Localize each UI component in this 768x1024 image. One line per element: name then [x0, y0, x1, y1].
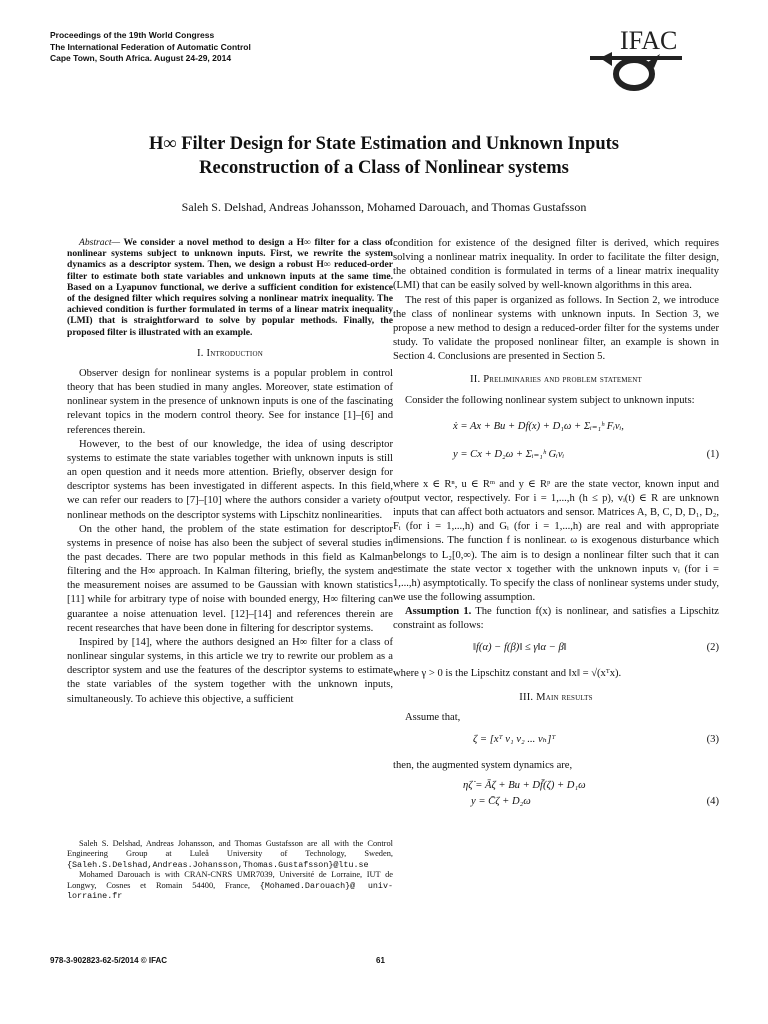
proceedings-line-2: The International Federation of Automatic Control — [50, 41, 251, 52]
intro-paragraph: However, to the best of our knowledge, the idea of using descriptor systems to estimate the state variables together with unknown inputs is still an open question and it needs more attention. Briefly, observer design for descriptor systems has been investigated in different aspects. In this field, we can refer our readers to [7]–[10] where the authors consider a variety of nonlinear methods on the descriptor systems with Lipschitz nonlinearities. — [67, 438, 393, 521]
isbn-copyright: 978-3-902823-62-5/2014 © IFAC — [50, 956, 168, 965]
footnote-email-2: {Mohamed.Darouach}@ univ-lorraine.fr — [67, 880, 393, 902]
page-number: 61 — [376, 956, 385, 965]
footnote-affiliation-1: Saleh S. Delshad, Andreas Johansson, and Thomas Gustafsson are all with the Control Engineering Group at Luleå University of Technology, Sweden, — [67, 839, 393, 859]
equation-1a — [393, 420, 719, 442]
body-paragraph: where γ > 0 is the Lipschitz constant and ‖x‖ = √(xᵀx). — [393, 668, 622, 680]
equation-1-number: (1) — [706, 448, 719, 460]
proceedings-line-1: Proceedings of the 19th World Congress — [50, 30, 215, 40]
proceedings-line-3: Cape Town, South Africa. August 24-29, 2014 — [50, 53, 232, 63]
author-list: Saleh S. Delshad, Andreas Johansson, Mohamed Darouach, and Thomas Gustafsson — [181, 200, 587, 214]
section-3-title: Main results — [536, 691, 593, 703]
equation-1b-text: y = Cx + D₂ω + Σᵢ₌₁ʰ Gᵢvᵢ — [453, 448, 565, 460]
assumption-text: The function f(x) is nonlinear, and satisfies a Lipschitz constraint as follows: — [393, 606, 719, 632]
body-paragraph: Assume that, — [405, 711, 461, 723]
equation-4b-text: y = C̄ζ + D₂ω — [471, 796, 531, 808]
section-2-title: Preliminaries and problem statement — [483, 374, 642, 386]
equation-2-number: (2) — [706, 642, 719, 654]
title-line-1: H∞ Filter Design for State Estimation and Unknown Inputs — [149, 134, 619, 154]
equation-3 — [393, 733, 719, 753]
left-column — [67, 237, 393, 707]
abstract-lead: Abstract— — [79, 237, 121, 248]
abstract — [67, 237, 393, 338]
body-paragraph: Consider the following nonlinear system subject to unknown inputs: — [405, 394, 695, 406]
paper-title — [60, 132, 708, 180]
equation-2-text: ‖f(α) − f(β)‖ ≤ γ‖α − β‖ — [473, 642, 567, 654]
intro-paragraph: On the other hand, the problem of the state estimation for descriptor systems in presence of noise has also been the subject of several studies in the past decades. There are two popular methods in this field as Kalman filtering and the H∞ approach. In Kalman filtering, briefly, the system and the measurement noises are assumed to be Gaussian with known statistics [11] while for arbitrary type of noise with bounded energy, H∞ filtering can guarantee a noise attenuation level. [12]–[14] and references therein are recent researches that have been done in filtering for descriptor systems. — [67, 523, 393, 634]
body-paragraph: condition for existence of the designed filter is derived, which requires solving a nonlinear matrix inequality. In order to facilitate the filter design, the obtained condition is formulated in terms of a linear matrix inequality (LMI) that can be easily solved by well-known algorithms in this area. — [393, 238, 719, 292]
ifac-logo-text: IFAC — [620, 26, 678, 55]
equation-1a-text: ẋ = Ax + Bu + Df(x) + D₁ω + Σᵢ₌₁ʰ Fᵢvᵢ, — [453, 420, 624, 432]
equation-3-number: (3) — [706, 733, 719, 745]
assumption-paragraph — [393, 605, 719, 633]
equation-4a — [393, 779, 719, 795]
intro-paragraph: Observer design for nonlinear systems is a popular problem in control theory that has been studied in many angles. Moreover, state estimation of nonlinear system in the presence of unknown inputs is one of the fascinating relevant topics in the modern control theory. See for instance [1]–[6] and references therein. — [67, 367, 393, 436]
right-column — [393, 237, 719, 817]
section-1-number: I. — [197, 347, 204, 359]
body-paragraph: where x ∈ Rⁿ, u ∈ Rᵐ and y ∈ Rᵖ are the state vector, known input and output vector, respectively. For i = 1,...,h (h ≤ p), vᵢ(t) ∈ R are unknown inputs that can affect both actuators and sensor. Matrices A, B, C, D, D₁, D₂, Fᵢ (for i = 1,...,h) and Gᵢ (for i = 1,...,h) are real and with appropriate dimensions. The function f is nonlinear. ω is exogenous disturbance which belongs to L₂[0,∞). The aim is to design a nonlinear filter such that it can estimate the state vector x together with the unknown inputs vᵢ (for i = 1,...,h) asymptotically. To specify the class of nonlinear systems under study, we use the following assumption. — [393, 478, 719, 603]
section-2-number: II. — [470, 374, 481, 386]
equation-3-text: ζ = [xᵀ v₁ v₂ ... vₕ]ᵀ — [473, 733, 556, 745]
intro-paragraph: Inspired by [14], where the authors designed an H∞ filter for a class of nonlinear singular systems, in this article we try to rewrite our problem as a descriptor system and use the features of the descriptor systems to estimate the state variables of the system together with the unknown inputs, simultaneously. To achieve this objective, a sufficient — [67, 636, 393, 705]
author-affiliation-footnote — [67, 839, 393, 901]
footnote-affiliation-2: Mohamed Darouach is with CRAN-CNRS UMR7039, Université de Lorraine, IUT de Longwy, Cosnes et Romain 54400, France, — [67, 870, 393, 890]
section-3-number: III. — [519, 691, 534, 703]
proceedings-header — [50, 30, 251, 65]
abstract-text: We consider a novel method to design a H∞ filter for a class of nonlinear systems subject to unknown inputs. First, we rewrite the system dynamics as a descriptor system. Then, we design a robust H∞ reduced-order filter to estimate both state variables and unknown inputs at the same time. Based on a Lyapunov functional, we derive a sufficient condition for existence of the designed filter which requires solving a nonlinear matrix inequality. The achieved condition is further formulated in terms of a linear matrix inequality (LMI) that is straightforward to solve by popular methods. Finally, the proposed filter is illustrated with an example. — [67, 237, 393, 338]
equation-4b — [393, 795, 719, 811]
ifac-logo — [590, 22, 682, 96]
section-heading-main-results — [393, 691, 719, 705]
title-line-2: Reconstruction of a Class of Nonlinear systems — [199, 158, 569, 178]
section-heading-introduction — [67, 347, 393, 361]
equation-4-number: (4) — [706, 796, 719, 808]
body-paragraph: The rest of this paper is organized as follows. In Section 2, we introduce the class of nonlinear systems with unknown inputs. In Section 3, we propose a new method to design a reduced-order filter for the systems under study. To validate the proposed nonlinear filter, an example is shown in Section 4. Conclusions are presented in Section 5. — [393, 294, 719, 363]
assumption-label: Assumption 1. — [405, 606, 472, 618]
section-heading-preliminaries — [393, 373, 719, 387]
equation-1b — [393, 448, 719, 472]
equation-2 — [393, 641, 719, 661]
equation-4a-text: ηζ̇ = Āζ + Bu + Df̄(ζ) + D₁ω — [463, 780, 586, 792]
body-paragraph: then, the augmented system dynamics are, — [393, 759, 573, 771]
footnote-email-1: {Saleh.S.Delshad,Andreas.Johansson,Thomas.Gustafsson}@ltu.se — [67, 859, 369, 870]
section-1-title: Introduction — [206, 347, 263, 359]
